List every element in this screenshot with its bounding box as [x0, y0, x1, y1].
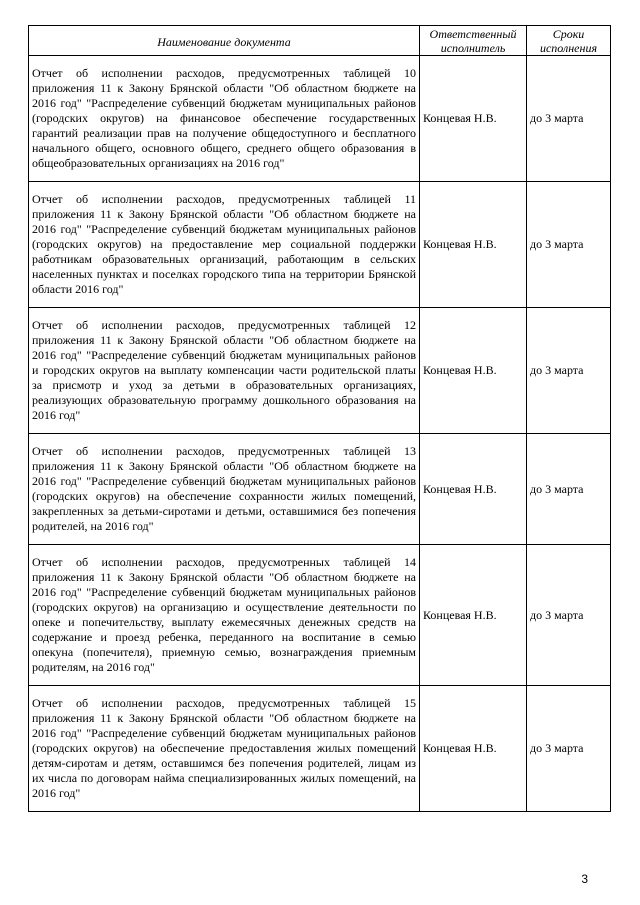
table-row — [29, 308, 611, 434]
deadline-cell: до 3 марта — [527, 434, 611, 545]
documents-table — [28, 25, 611, 812]
page-number: 3 — [581, 872, 588, 886]
table-header — [29, 26, 611, 56]
document-name-cell: Отчет об исполнении расходов, предусмотренных таблицей 15 приложения 11 к Закону Брянской области "Об областном бюджете на 2016 год" "Распределение субвенций бюджетам муниципальных районов (городских округов) на обеспечение предоставления жилых помещений детям-сиротам и детям, оставшимся без попечения родителей, лицам из их числа по договорам найма специализированных жилых помещений, на 2016 год" — [29, 686, 420, 812]
column-header-responsible: Ответственный исполнитель — [420, 26, 527, 56]
document-name-cell: Отчет об исполнении расходов, предусмотренных таблицей 11 приложения 11 к Закону Брянской области "Об областном бюджете на 2016 год" "Распределение субвенций бюджетам муниципальных районов (городских округов) на предоставление мер социальной поддержки работникам образовательных организаций, работающим в сельских населенных пунктах и поселках городского типа на территории Брянской области 2016 год" — [29, 182, 420, 308]
deadline-cell: до 3 марта — [527, 56, 611, 182]
deadline-cell: до 3 марта — [527, 545, 611, 686]
table-row — [29, 545, 611, 686]
table-row — [29, 686, 611, 812]
responsible-cell: Концевая Н.В. — [420, 182, 527, 308]
table-row — [29, 182, 611, 308]
table-header-row — [29, 26, 611, 56]
deadline-cell: до 3 марта — [527, 308, 611, 434]
table-row — [29, 56, 611, 182]
document-name-cell: Отчет об исполнении расходов, предусмотренных таблицей 12 приложения 11 к Закону Брянской области "Об областном бюджете на 2016 год" "Распределение субвенций бюджетам муниципальных районов и городских округов на выплату компенсации части родительской платы за присмотр и уход за детьми в образовательных организациях, реализующих образовательную программу дошкольного образования на 2016 год" — [29, 308, 420, 434]
document-name-cell: Отчет об исполнении расходов, предусмотренных таблицей 13 приложения 11 к Закону Брянской области "Об областном бюджете на 2016 год" "Распределение субвенций бюджетам муниципальных районов (городских округов) на обеспечение сохранности жилых помещений, закрепленных за детьми-сиротами и детьми, оставшимися без попечения родителей, на 2016 год" — [29, 434, 420, 545]
document-name-cell: Отчет об исполнении расходов, предусмотренных таблицей 10 приложения 11 к Закону Брянской области "Об областном бюджете на 2016 год" "Распределение субвенций бюджетам муниципальных районов (городских округов) на финансовое обеспечение государственных гарантий реализации прав на получение общедоступного и бесплатного начального общего, основного общего, среднего общего образования в общеобразовательных организациях на 2016 год" — [29, 56, 420, 182]
responsible-cell: Концевая Н.В. — [420, 545, 527, 686]
responsible-cell: Концевая Н.В. — [420, 686, 527, 812]
responsible-cell: Концевая Н.В. — [420, 434, 527, 545]
table-body — [29, 56, 611, 812]
document-page — [28, 25, 610, 812]
deadline-cell: до 3 марта — [527, 182, 611, 308]
deadline-cell: до 3 марта — [527, 686, 611, 812]
column-header-deadline: Сроки исполнения — [527, 26, 611, 56]
column-header-document-name: Наименование документа — [29, 26, 420, 56]
responsible-cell: Концевая Н.В. — [420, 308, 527, 434]
table-row — [29, 434, 611, 545]
responsible-cell: Концевая Н.В. — [420, 56, 527, 182]
document-name-cell: Отчет об исполнении расходов, предусмотренных таблицей 14 приложения 11 к Закону Брянской области "Об областном бюджете на 2016 год" "Распределение субвенций бюджетам муниципальных районов (городских округов) на организацию и осуществление деятельности по опеке и попечительству, выплату ежемесячных денежных средств на содержание и проезд ребенка, переданного на воспитание в семью опекуна (попечителя), приемную семью, вознаграждения приемным родителям, на 2016 год" — [29, 545, 420, 686]
